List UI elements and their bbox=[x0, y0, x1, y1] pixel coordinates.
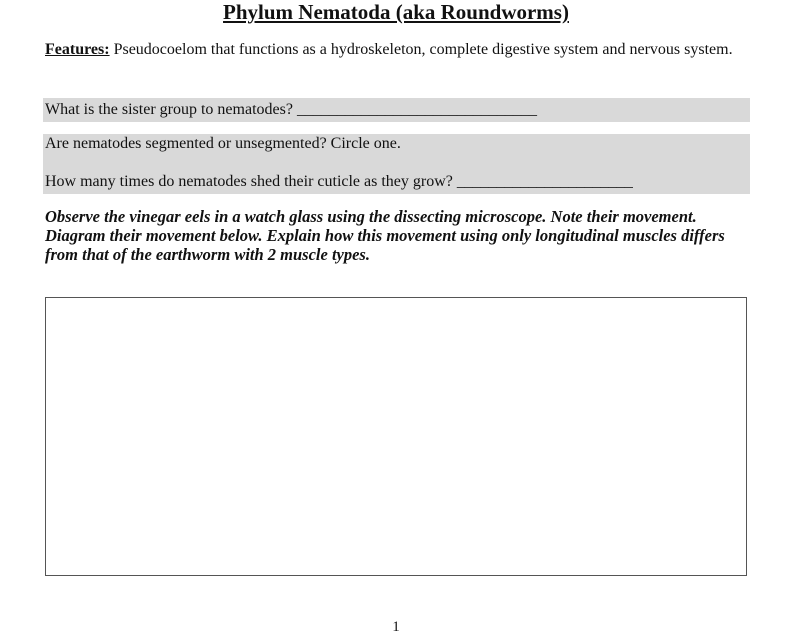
instructions-paragraph: Observe the vinegar eels in a watch glass using the dissecting microscope. Note their movement. Diagram their movement below. Explain how this movement using only longitudinal muscles differs from that of the earthworm with 2 muscle types. bbox=[45, 207, 725, 264]
features-text: Pseudocoelom that functions as a hydroskeleton, complete digestive system and nervous system. bbox=[109, 41, 733, 58]
question-sister-group: What is the sister group to nematodes? ______________________________ bbox=[43, 98, 750, 122]
features-paragraph bbox=[45, 39, 745, 61]
question-cuticle-shedding: How many times do nematodes shed their cuticle as they grow? ______________________ bbox=[43, 170, 750, 194]
page-title: Phylum Nematoda (aka Roundworms) bbox=[223, 0, 569, 24]
page-number: 1 bbox=[392, 619, 400, 635]
question-segmented: Are nematodes segmented or unsegmented? Circle one. bbox=[43, 134, 750, 170]
diagram-answer-box[interactable] bbox=[45, 297, 747, 576]
features-label: Features: bbox=[45, 41, 110, 58]
